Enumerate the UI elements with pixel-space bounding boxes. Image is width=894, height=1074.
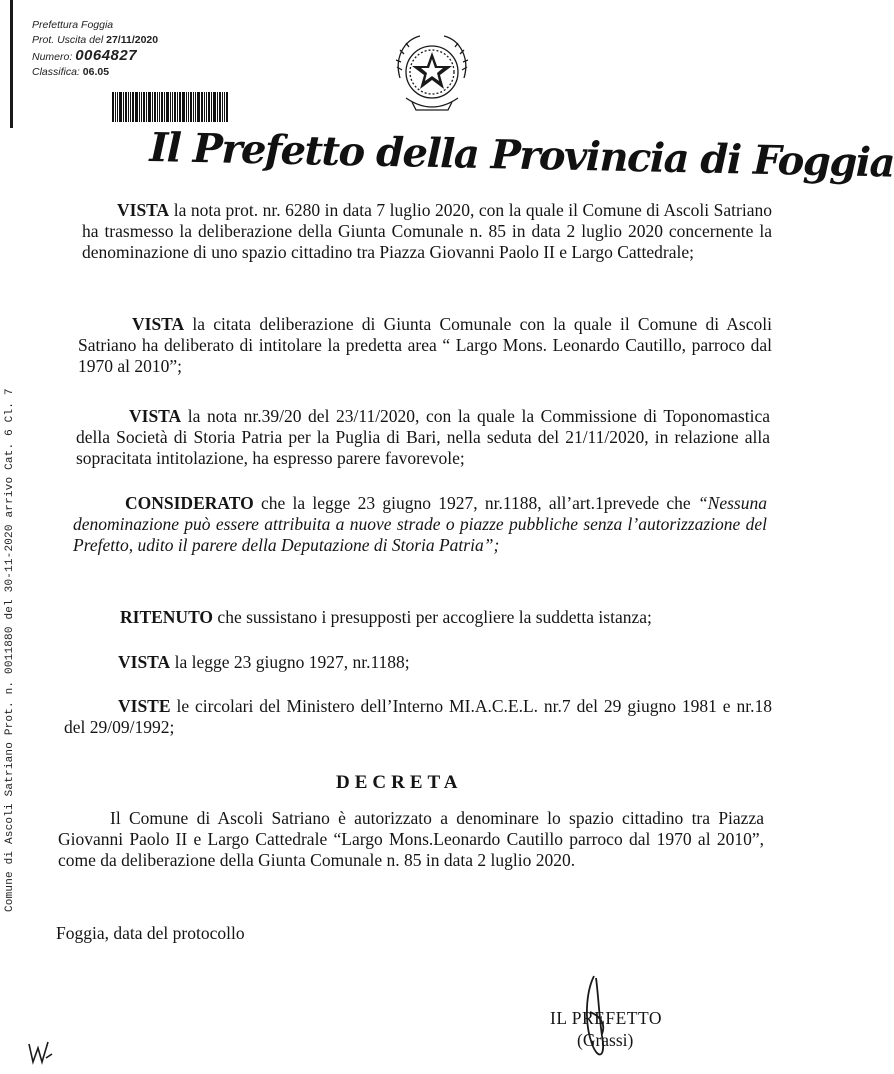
stamp-outgoing-date: 27/11/2020 (106, 34, 159, 46)
signer-title: IL PREFETTO (550, 1008, 662, 1028)
barcode-bar (226, 92, 228, 122)
paragraph-text: che sussistano i presupposti per accogliere la suddetta istanza; (213, 607, 652, 627)
barcode-bar (186, 92, 187, 122)
barcode-bar (213, 92, 216, 122)
paragraph-vista-nota (82, 200, 772, 263)
paragraph-lead: VISTA (132, 314, 185, 334)
paragraph-lead: VISTE (118, 696, 171, 716)
barcode-bar (201, 92, 203, 122)
decree-heading: DECRETA (336, 772, 463, 793)
paragraph-text: che la legge 23 giugno 1927, nr.1188, all’art.1prevede che (253, 493, 698, 513)
place-date: Foggia, data del protocollo (56, 923, 245, 943)
stamp-class-row (32, 65, 158, 80)
paragraph-vista-deliberazione (78, 314, 772, 377)
barcode-bar (125, 92, 127, 122)
barcode-bar (130, 92, 131, 122)
barcode-bar (172, 92, 173, 122)
paragraph-quote: “Nessuna denominazione può essere attribuita a nuove strade o piazze pubbliche senza l’autorizzazione del Prefetto, udito il parere della Deputazione di Storia Patria”; (73, 493, 767, 555)
barcode-bar (170, 92, 171, 122)
paragraph-lead: CONSIDERATO (125, 493, 254, 513)
paragraph-text: la citata deliberazione di Giunta Comunale con la quale il Comune di Ascoli Satriano ha deliberato di intitolare la predetta area “ Largo Mons. Leonardo Cautillo, parroco dal 1970 al 2010”; (78, 314, 772, 376)
barcode-bar (197, 92, 200, 122)
stamp-number-label: Numero: (32, 51, 73, 63)
barcode-bar (190, 92, 192, 122)
paragraph-vista-commissione (76, 406, 770, 469)
registry-side-stamp: Comune di Ascoli Satriano Prot. n. 0011880 del 30-11-2020 arrivo Cat. 6 Cl. 7 (4, 388, 16, 912)
stamp-outgoing (32, 33, 158, 48)
stamp-number: 0064827 (75, 47, 138, 64)
barcode-bar (143, 92, 145, 122)
barcode-bar (219, 92, 221, 122)
paragraph-lead: VISTA (118, 652, 171, 672)
barcode-bar (148, 92, 151, 122)
barcode-bar (119, 92, 122, 122)
barcode-bar (193, 92, 194, 122)
barcode-bar (139, 92, 140, 122)
barcode-bar (141, 92, 142, 122)
italian-republic-emblem-icon (386, 28, 478, 120)
barcode-bar (208, 92, 210, 122)
barcode-bar (164, 92, 165, 122)
stamp-office: Prefettura Foggia (32, 19, 114, 31)
header-title: Il Prefetto della Provincia di Foggia (149, 124, 894, 187)
barcode-bar (179, 92, 181, 122)
barcode-bar (157, 92, 158, 122)
barcode-bar (112, 92, 114, 122)
barcode-bar (132, 92, 134, 122)
barcode-bar (166, 92, 169, 122)
stamp-outgoing-label: Prot. Uscita del (32, 34, 104, 46)
barcode-bar (128, 92, 129, 122)
barcode-bar (135, 92, 138, 122)
paragraph-text: la nota nr.39/20 del 23/11/2020, con la quale la Commissione di Toponomastica della Società di Storia Patria per la Puglia di Bari, nella seduta del 21/11/2020, in relazione alla sopracitata intitolazione, ha espresso parere favorevole; (76, 406, 770, 468)
barcode-bar (195, 92, 196, 122)
barcode-bar (159, 92, 160, 122)
paragraph-viste-circolari (64, 696, 772, 738)
barcode-bar (123, 92, 124, 122)
protocol-stamp (32, 18, 158, 80)
paragraph-text: le circolari del Ministero dell’Interno MI.A.C.E.L. nr.7 del 29 giugno 1981 e nr.18 del 29/09/1992; (64, 696, 772, 737)
barcode-bar (117, 92, 118, 122)
barcode-bar (206, 92, 207, 122)
paragraph-lead: VISTA (129, 406, 182, 426)
signer-name: (Grassi) (577, 1030, 634, 1050)
barcode-bar (222, 92, 223, 122)
paragraph-text: la legge 23 giugno 1927, nr.1188; (170, 652, 410, 672)
barcode-bar (146, 92, 147, 122)
barcode-bar (204, 92, 205, 122)
barcode-bar (188, 92, 189, 122)
handwritten-initial (26, 1036, 54, 1066)
barcode-bar (174, 92, 176, 122)
paragraph-lead: RITENUTO (120, 607, 214, 627)
paragraph-ritenuto (120, 607, 770, 628)
stamp-class-label: Classifica: (32, 66, 80, 78)
paragraph-considerato (73, 493, 767, 556)
paragraph-text: la nota prot. nr. 6280 in data 7 luglio 2020, con la quale il Comune di Ascoli Satriano ha trasmesso la deliberazione della Giunta Comunale n. 85 in data 2 luglio 2020 concernente la denominazione di uno spazio cittadino tra Piazza Giovanni Paolo II e Largo Cattedrale; (82, 200, 772, 262)
barcode-bar (154, 92, 156, 122)
barcode-bar (177, 92, 178, 122)
paragraph-lead: VISTA (117, 200, 170, 220)
barcode-bar (182, 92, 185, 122)
barcode-bar (217, 92, 218, 122)
paragraph-vista-legge (118, 652, 768, 673)
barcode-bar (211, 92, 212, 122)
barcode-bar (224, 92, 225, 122)
barcode-bar (161, 92, 163, 122)
stamp-class-value: 06.05 (82, 66, 110, 78)
scan-margin-line (10, 0, 13, 128)
barcode (112, 92, 248, 122)
decree-text: Il Comune di Ascoli Satriano è autorizzato a denominare lo spazio cittadino tra Piazza Giovanni Paolo II e Largo Cattedrale “Largo Mons.Leonardo Cautillo parroco dal 1970 al 2010”, come da deliberazione della Giunta Comunale n. 85 in data 2 luglio 2020. (58, 808, 764, 870)
stamp-number-row (32, 48, 158, 65)
barcode-bar (115, 92, 116, 122)
barcode-bar (152, 92, 153, 122)
